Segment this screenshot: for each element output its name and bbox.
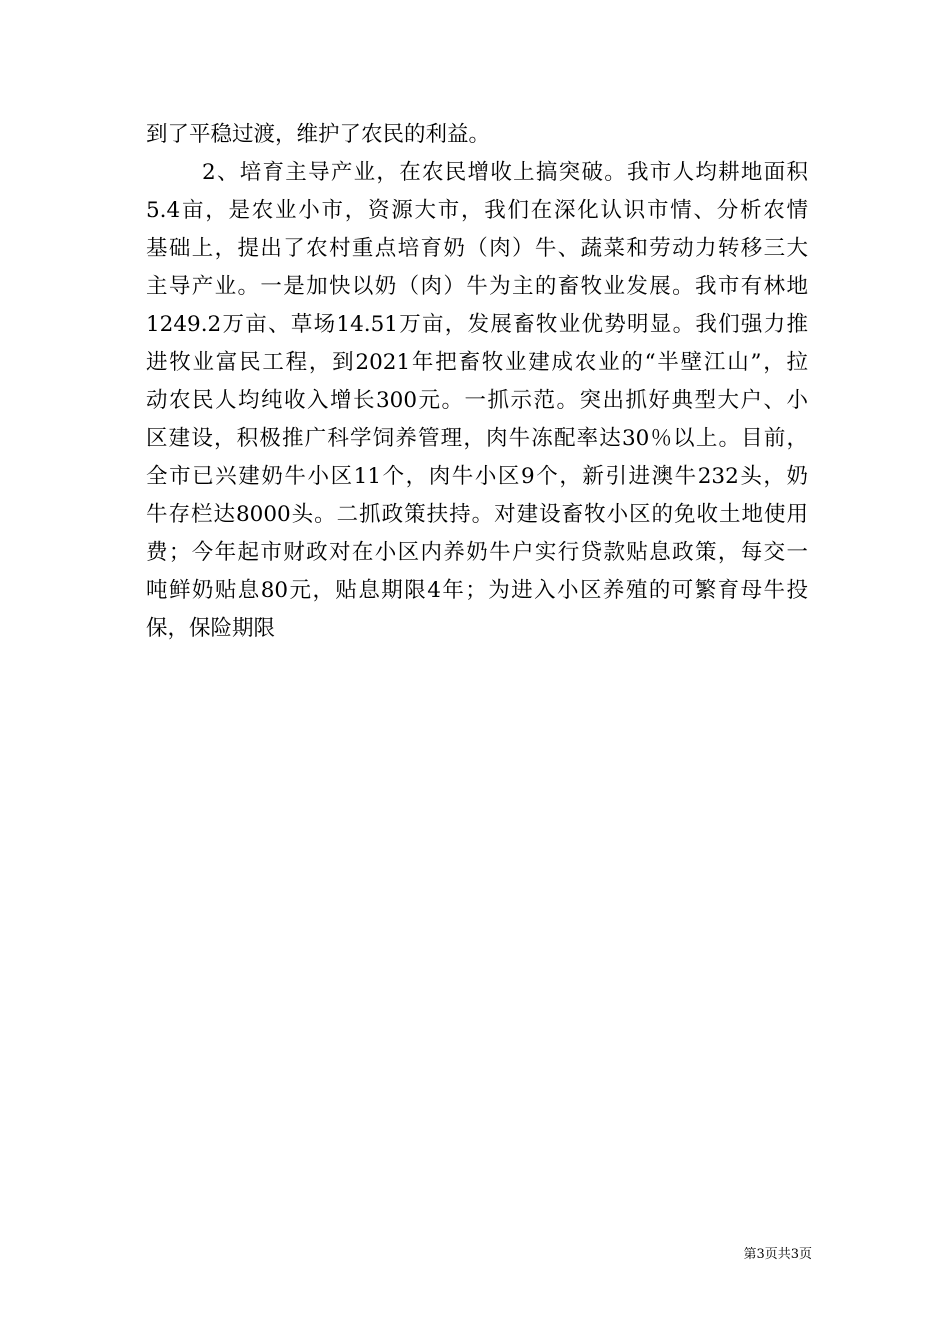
paragraph-line: 5.4亩，是农业小市，资源大市，我们在深化认识市情、分析农情 — [146, 198, 808, 223]
paragraph-line: 费；今年起市财政对在小区内养奶牛户实行贷款贴息政策，每交一 — [146, 540, 808, 565]
document-body — [146, 116, 808, 648]
paragraph-line: 全市已兴建奶牛小区11个，肉牛小区9个，新引进澳牛232头，奶 — [146, 464, 808, 489]
paragraph-line: 保，保险期限 — [146, 616, 276, 641]
paragraph-line: 2、培育主导产业，在农民增收上搞突破。我市人均耕地面积 — [202, 160, 808, 185]
paragraph-line: 动农民人均纯收入增长300元。一抓示范。突出抓好典型大户、小 — [146, 388, 808, 413]
paragraph-line: 基础上，提出了农村重点培育奶（肉）牛、蔬菜和劳动力转移三大 — [146, 236, 808, 261]
paragraph-line: 区建设，积极推广科学饲养管理，肉牛冻配率达30％以上。目前， — [146, 426, 808, 451]
paragraph-line: 吨鲜奶贴息80元，贴息期限4年；为进入小区养殖的可繁育母牛投 — [146, 578, 808, 603]
paragraph-line: 到了平稳过渡，维护了农民的利益。 — [146, 122, 491, 147]
paragraph-line: 牛存栏达8000头。二抓政策扶持。对建设畜牧小区的免收土地使用 — [146, 502, 808, 527]
paragraph-line: 1249.2万亩、草场14.51万亩，发展畜牧业优势明显。我们强力推 — [146, 312, 808, 337]
page-number-footer: 第3页共3页 — [743, 1247, 812, 1262]
paragraph-line: 主导产业。一是加快以奶（肉）牛为主的畜牧业发展。我市有林地 — [146, 274, 808, 299]
paragraph-line: 进牧业富民工程，到2021年把畜牧业建成农业的“半壁江山”，拉 — [146, 350, 808, 375]
